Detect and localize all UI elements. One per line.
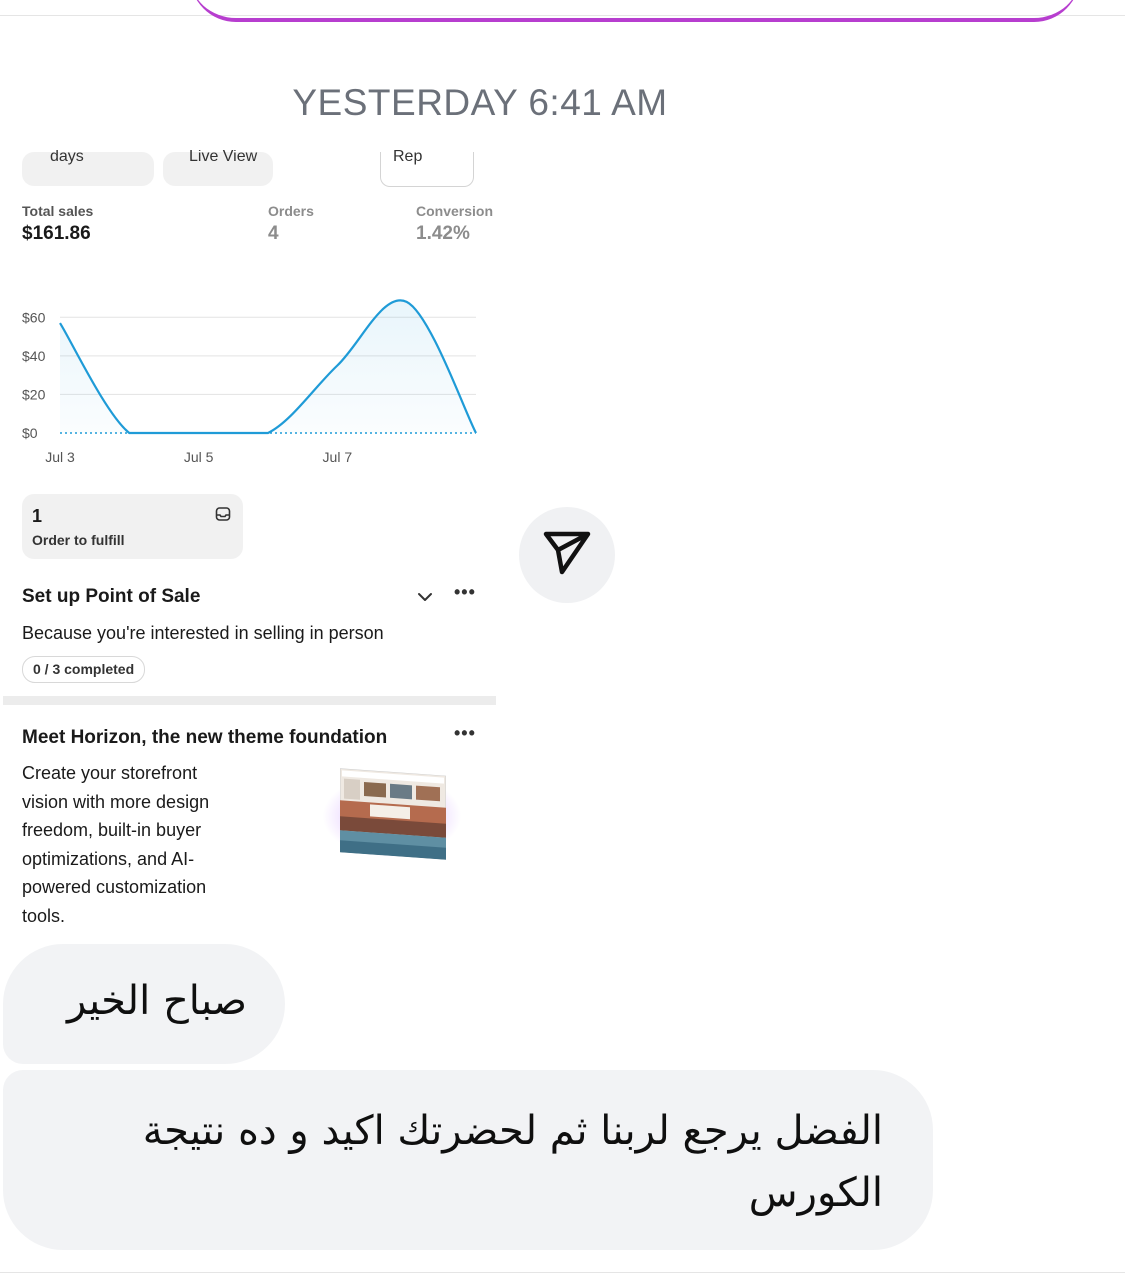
horizon-body-line: freedom, built-in buyer <box>22 820 202 840</box>
y-tick-label: $0 <box>22 425 38 441</box>
filter-pill-live <box>163 152 273 186</box>
message-bubble[interactable] <box>3 1070 933 1250</box>
filter-pill-label: Rep <box>393 150 423 165</box>
metric-value: 4 <box>268 223 279 244</box>
message-text: صباح الخير <box>66 978 247 1024</box>
y-tick-label: $20 <box>22 386 46 403</box>
pos-card-title: Set up Point of Sale <box>22 586 201 607</box>
horizon-card-title: Meet Horizon, the new theme foundation <box>22 727 388 748</box>
horizon-body-line: optimizations, and AI- <box>22 848 195 869</box>
message-timestamp: YESTERDAY 6:41 AM <box>292 82 668 123</box>
x-tick-label: Jul 7 <box>322 449 353 465</box>
horizon-card-body <box>22 759 209 930</box>
horizon-body-line: powered customization <box>22 877 207 897</box>
send-icon <box>542 530 592 581</box>
metric-total-sales <box>22 203 93 245</box>
share-button[interactable] <box>519 507 615 603</box>
metric-label: Total sales <box>22 203 94 219</box>
series-area <box>60 300 476 433</box>
shared-screenshot-image[interactable] <box>0 150 496 940</box>
more-options-icon: ••• <box>454 582 476 602</box>
filter-pill-label: Live View <box>189 150 258 165</box>
card-divider <box>3 696 496 705</box>
horizon-body-line: Create your storefront <box>22 763 198 783</box>
horizon-body-line: tools. <box>22 905 66 926</box>
x-tick-label: Jul 3 <box>45 449 75 465</box>
chevron-down-icon <box>414 586 436 613</box>
y-tick-label: $60 <box>22 309 46 326</box>
previous-message-bubble[interactable] <box>190 0 1080 22</box>
metric-label: Conversion <box>416 203 494 219</box>
pos-progress-badge: 0 / 3 completed <box>22 656 145 683</box>
message-bubble[interactable] <box>3 944 285 1064</box>
horizon-body-line: vision with more design <box>22 791 210 812</box>
bottom-divider <box>0 1272 1125 1273</box>
sales-chart <box>0 290 496 470</box>
metric-value: $161.86 <box>22 223 91 244</box>
metric-conversion <box>416 203 496 245</box>
y-tick-label: $40 <box>22 347 46 364</box>
filter-pill-date <box>22 152 154 186</box>
metric-label: Orders <box>268 203 314 219</box>
fulfill-label: Order to fulfill <box>32 532 125 548</box>
message-text: الفضل يرجع لربنا ثم لحضرتك اكيد و ده نتيجة الكورس <box>142 1108 883 1216</box>
fulfill-count: 1 <box>32 506 43 526</box>
inbox-icon <box>215 506 231 527</box>
orders-to-fulfill-card <box>22 494 243 559</box>
pos-card-body: Because you're interested in selling in person <box>22 623 384 643</box>
metric-value: 1.42% <box>416 223 470 244</box>
metric-orders <box>268 203 314 245</box>
filter-pill-report <box>380 152 474 187</box>
x-tick-label: Jul 5 <box>183 449 214 465</box>
filter-pill-label: days <box>50 150 84 165</box>
theme-preview-image <box>340 768 446 859</box>
more-options-icon: ••• <box>454 723 476 743</box>
